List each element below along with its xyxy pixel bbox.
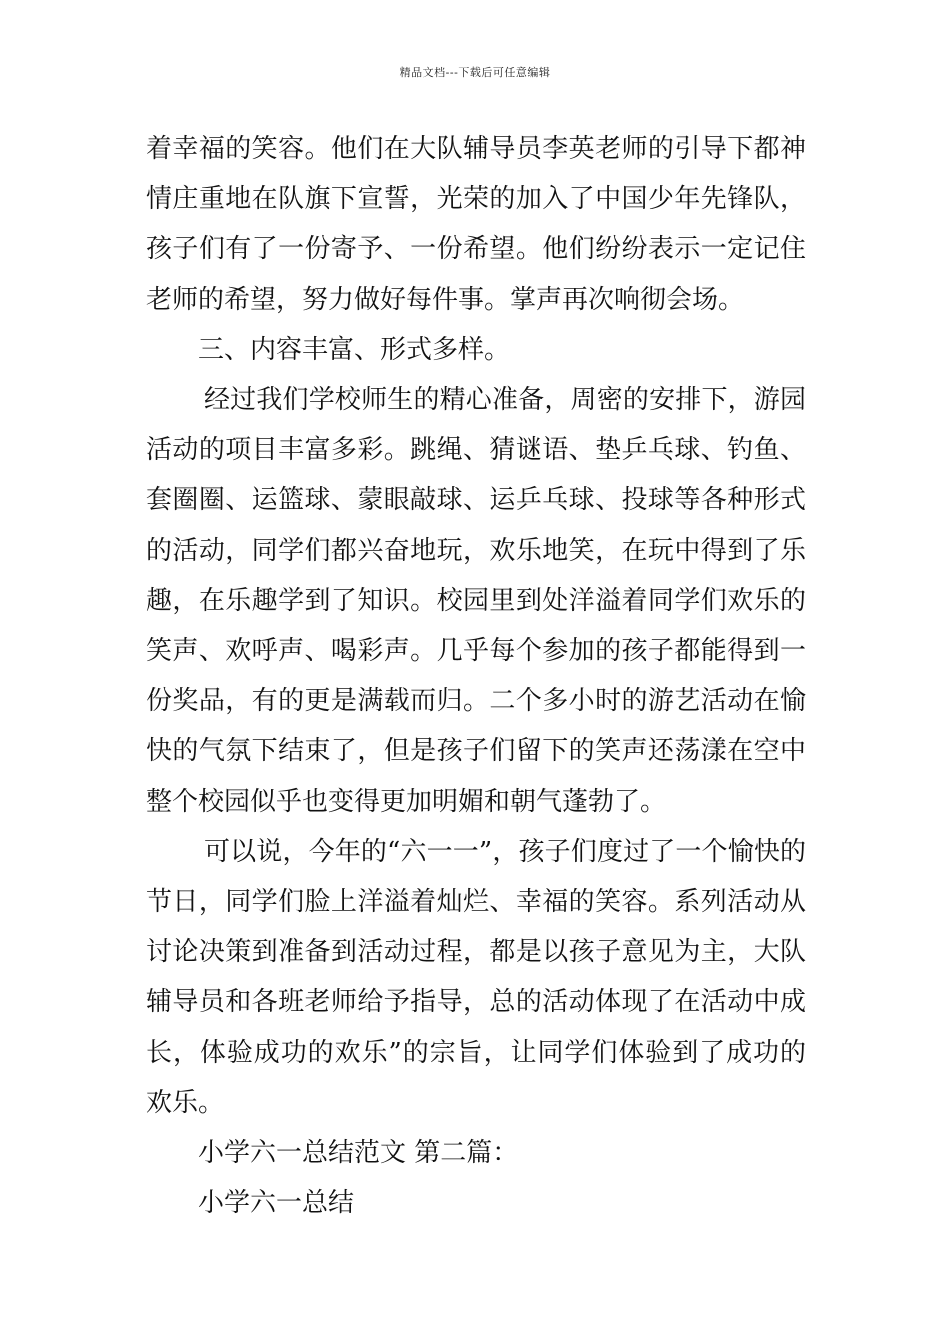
paragraph-conclusion: 可以说，今年的“六一一”，孩子们度过了一个愉快的节日，同学们脸上洋溢着灿烂、幸福的笑容。系列活动从讨论决策到准备到活动过程，都是以孩子意见为主，大队辅导员和各班老师给予指导，总的活动体现了在活动中成长，体验成功的欢乐”的宗旨，让同学们体验到了成功的欢乐。 [146, 836, 806, 1118]
section-heading: 三、内容丰富、形式多样。 [198, 334, 511, 365]
next-article-label: 小学六一总结范文 第二篇： [198, 1138, 519, 1169]
page-header: 精品文档---下载后可任意编辑 [399, 66, 551, 79]
document-body [146, 124, 806, 1228]
paragraph-continuation: 着幸福的笑容。他们在大队辅导员李英老师的引导下都神情庄重地在队旗下宣誓，光荣的加入了中国少年先锋队，孩子们有了一份寄予、一份希望。他们纷纷表示一定记住老师的希望，努力做好每件事。掌声再次响彻会场。 [146, 134, 806, 315]
next-article-title: 小学六一总结 [198, 1188, 355, 1219]
paragraph-activities: 经过我们学校师生的精心准备，周密的安排下，游园活动的项目丰富多彩。跳绳、猜谜语、垫乒乓球、钓鱼、套圈圈、运篮球、蒙眼敲球、运乒乓球、投球等各种形式的活动，同学们都兴奋地玩，欢乐地笑，在玩中得到了乐趣，在乐趣学到了知识。校园里到处洋溢着同学们欢乐的笑声、欢呼声、喝彩声。几乎每个参加的孩子都能得到一份奖品，有的更是满载而归。二个多小时的游艺活动在愉快的气氛下结束了，但是孩子们留下的笑声还荡漾在空中整个校园似乎也变得更加明媚和朝气蓬勃了。 [146, 385, 806, 817]
